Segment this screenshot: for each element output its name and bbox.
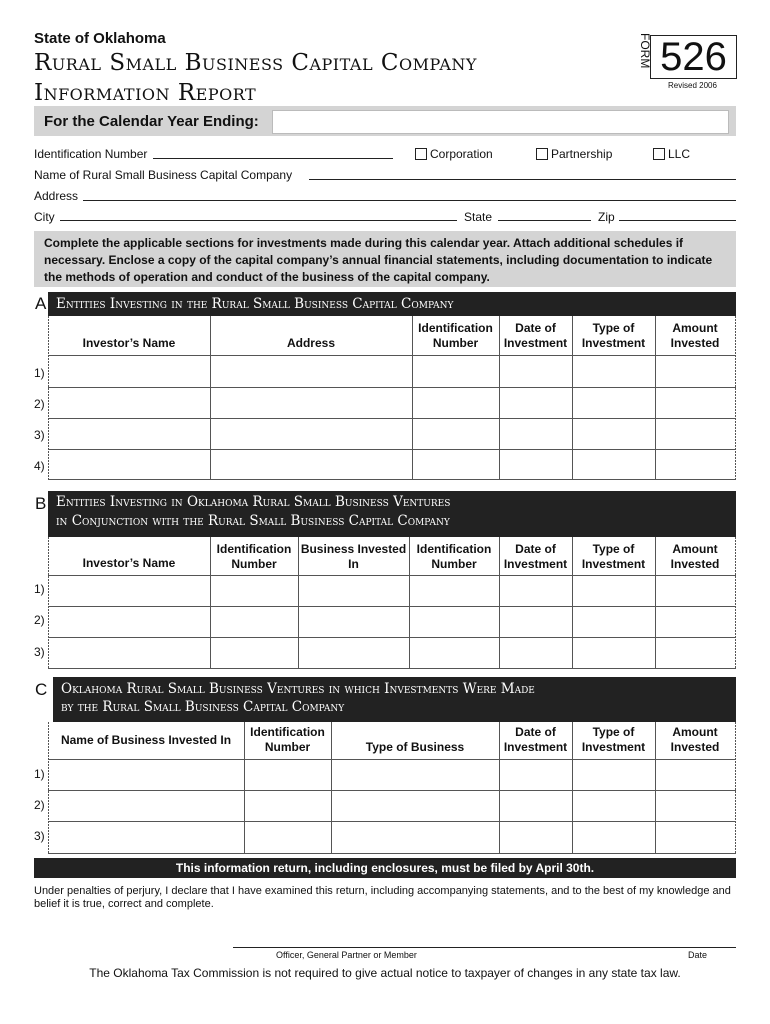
id-number-label: Identification Number: [34, 147, 148, 161]
section-c-letter: C: [35, 680, 48, 699]
row-number: 3): [34, 428, 45, 442]
partnership-checkbox[interactable]: [536, 148, 548, 160]
row-number: 4): [34, 459, 45, 473]
header-business-invested-in: Business Invested In: [300, 542, 407, 571]
header-investor-name: Investor’s Name: [82, 555, 176, 570]
calendar-year-input[interactable]: [272, 110, 729, 134]
header-amount-invested: Amount Invested: [670, 542, 720, 571]
officer-signature-label: Officer, General Partner or Member: [276, 950, 417, 960]
section-b-title-line2: in Conjunction with the Rural Small Business Capital Company: [56, 513, 450, 529]
signature-line[interactable]: [233, 947, 736, 948]
filing-deadline-notice: This information return, including enclosures, must be filed by April 30th.: [34, 858, 736, 878]
instructions-text: Complete the applicable sections for investments made during this calendar year. Attach additional schedules if necessary. Enclose a copy of the capital company’s annual financial statements, including documentation to indicate the methods of operation and conduct of the business of the capital company.: [44, 236, 713, 284]
perjury-statement: Under penalties of perjury, I declare that I have examined this return, including accompanying statements, and to the best of my knowledge and belief it is true, correct and complete.: [34, 885, 731, 910]
header-address: Address: [286, 335, 336, 350]
header-identification-number: Identification Number: [250, 725, 325, 754]
header-date-of-investment: Date of Investment: [503, 725, 568, 754]
signature-date-label: Date: [688, 950, 708, 960]
corporation-label: Corporation: [430, 147, 493, 161]
company-name-field[interactable]: [309, 179, 736, 180]
header-investor-name: Investor’s Name: [82, 335, 176, 350]
section-c-title-line1: Oklahoma Rural Small Business Ventures in which Investments Were Made: [61, 681, 535, 697]
zip-label: Zip: [598, 210, 615, 224]
row-number: 2): [34, 613, 45, 627]
llc-checkbox[interactable]: [653, 148, 665, 160]
row-number: 3): [34, 645, 45, 659]
zip-field[interactable]: [619, 220, 736, 221]
section-a-letter: A: [35, 294, 47, 313]
state-label: State: [464, 210, 493, 224]
header-identification-number: Identification Number: [216, 542, 292, 571]
header-date-of-investment: Date of Investment: [503, 321, 568, 350]
header-type-of-investment: Type of Investment: [581, 542, 646, 571]
row-number: 2): [34, 397, 45, 411]
state-title: State of Oklahoma: [34, 30, 166, 47]
header-name-of-business: Name of Business Invested In: [60, 732, 232, 747]
address-field[interactable]: [83, 200, 736, 201]
calendar-year-label: For the Calendar Year Ending:: [44, 113, 259, 130]
header-type-of-investment: Type of Investment: [581, 725, 646, 754]
form-title-line2: Information Report: [34, 80, 257, 106]
header-type-of-business: Type of Business: [365, 739, 465, 754]
section-b-title: [48, 491, 736, 537]
header-date-of-investment: Date of Investment: [503, 542, 568, 571]
partnership-label: Partnership: [551, 147, 613, 161]
header-identification-number: Identification Number: [418, 321, 493, 350]
row-number: 1): [34, 767, 45, 781]
header-type-of-investment: Type of Investment: [581, 321, 646, 350]
header-amount-invested: Amount Invested: [670, 321, 720, 350]
form-number: 526: [650, 35, 737, 79]
row-number: 2): [34, 798, 45, 812]
city-label: City: [34, 210, 55, 224]
corporation-checkbox[interactable]: [415, 148, 427, 160]
form-title-line1: Rural Small Business Capital Company: [34, 50, 477, 76]
row-number: 1): [34, 366, 45, 380]
address-label: Address: [34, 189, 79, 203]
city-field[interactable]: [60, 220, 457, 221]
footer-notice: The Oklahoma Tax Commission is not required to give actual notice to taxpayer of changes in any state tax law.: [89, 966, 681, 980]
revised-date: Revised 2006: [668, 81, 717, 90]
llc-label: LLC: [668, 147, 691, 161]
id-number-field[interactable]: [153, 158, 393, 159]
section-b-title-line1: Entities Investing in Oklahoma Rural Small Business Ventures: [56, 494, 451, 510]
section-c-title-line2: by the Rural Small Business Capital Company: [61, 699, 345, 715]
company-name-label: Name of Rural Small Business Capital Company: [34, 168, 293, 182]
section-b-letter: B: [35, 494, 47, 513]
header-identification-number: Identification Number: [416, 542, 492, 571]
row-number: 1): [34, 582, 45, 596]
section-a-title: Entities Investing in the Rural Small Business Capital Company: [48, 292, 736, 316]
header-amount-invested: Amount Invested: [670, 725, 720, 754]
row-number: 3): [34, 829, 45, 843]
section-c-title: [53, 677, 736, 722]
state-field[interactable]: [498, 220, 591, 221]
form-word: FORM: [638, 33, 652, 69]
